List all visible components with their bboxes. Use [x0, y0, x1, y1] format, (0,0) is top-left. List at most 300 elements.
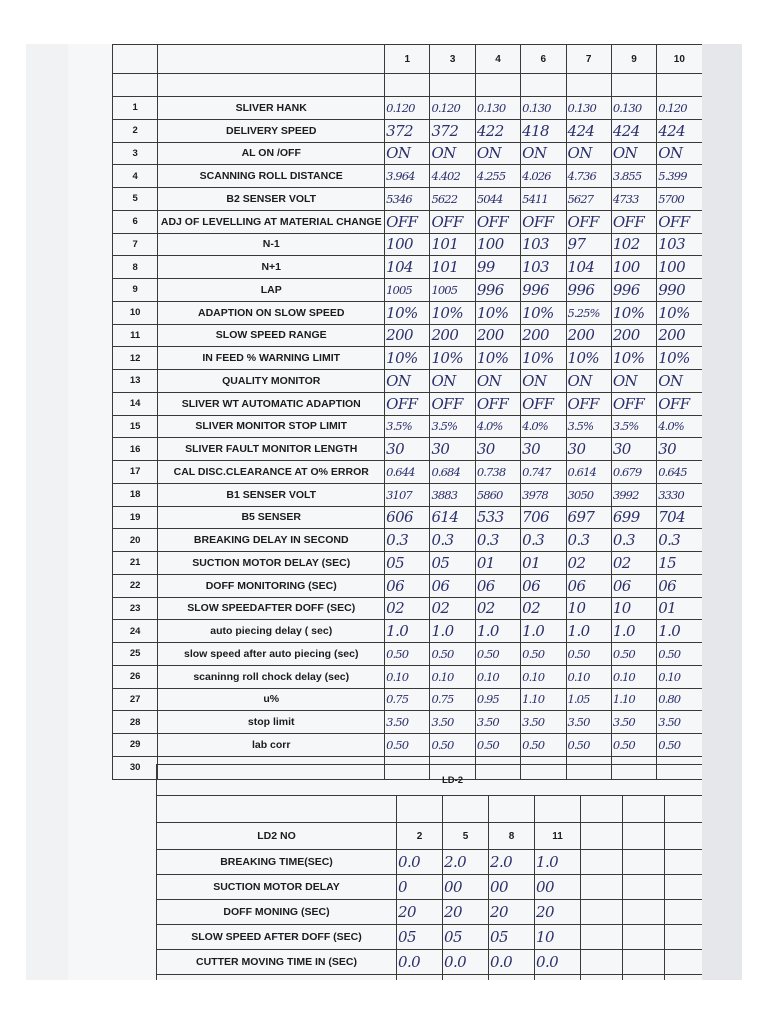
- empty-cell: [157, 975, 397, 981]
- value-cell: 0.80: [657, 688, 702, 711]
- row-number: 13: [113, 370, 158, 393]
- empty-cell: [475, 74, 520, 97]
- table-row: [113, 597, 743, 620]
- ld2-title: LD-2: [157, 765, 743, 796]
- value-cell: 100: [611, 256, 656, 279]
- value-cell: 200: [430, 324, 475, 347]
- value-cell: 30: [566, 438, 611, 461]
- empty-cell: [665, 925, 707, 950]
- spacer-row: [157, 975, 743, 981]
- parameter-label: BREAKING TIME(SEC): [157, 850, 397, 875]
- value-cell: 00: [443, 875, 489, 900]
- value-cell: 4.402: [430, 165, 475, 188]
- value-cell: 0.3: [521, 529, 566, 552]
- empty-cell: [665, 875, 707, 900]
- value-cell: 00: [535, 875, 581, 900]
- value-cell: ON: [385, 370, 430, 393]
- value-cell: 100: [385, 233, 430, 256]
- value-cell: 1.0: [566, 620, 611, 643]
- value-cell: 5346: [385, 188, 430, 211]
- row-number: 15: [113, 415, 158, 438]
- value-cell: 10%: [475, 301, 520, 324]
- table-row: [113, 643, 743, 666]
- value-cell: 0.738: [475, 461, 520, 484]
- row-number: 6: [113, 210, 158, 233]
- empty-cell: [581, 950, 623, 975]
- value-cell: 02: [521, 597, 566, 620]
- value-cell: OFF: [566, 210, 611, 233]
- empty-cell: [623, 950, 665, 975]
- table-row: [113, 506, 743, 529]
- value-cell: 10%: [611, 347, 656, 370]
- column-number: 8: [489, 823, 535, 850]
- value-cell: 103: [521, 233, 566, 256]
- table-row: [113, 233, 743, 256]
- table-row: [157, 850, 743, 875]
- parameter-label: AL ON /OFF: [158, 142, 385, 165]
- value-cell: 10: [566, 597, 611, 620]
- value-cell: 990: [657, 279, 702, 302]
- column-number: 10: [657, 45, 702, 74]
- table-row: [113, 370, 743, 393]
- value-cell: 0.10: [430, 665, 475, 688]
- value-cell: 5700: [657, 188, 702, 211]
- value-cell: 100: [657, 256, 702, 279]
- value-cell: 10%: [430, 347, 475, 370]
- value-cell: 10%: [385, 301, 430, 324]
- empty-cell: [581, 823, 623, 850]
- value-cell: 3.50: [385, 711, 430, 734]
- value-cell: OFF: [566, 392, 611, 415]
- row-number: 24: [113, 620, 158, 643]
- table-row: [157, 925, 743, 950]
- row-number: 27: [113, 688, 158, 711]
- value-cell: OFF: [657, 392, 702, 415]
- row-number: 3: [113, 142, 158, 165]
- value-cell: 15: [657, 552, 702, 575]
- value-cell: 0.50: [657, 734, 702, 757]
- table-row: [113, 620, 743, 643]
- value-cell: OFF: [475, 210, 520, 233]
- value-cell: 97: [566, 233, 611, 256]
- value-cell: 104: [566, 256, 611, 279]
- value-cell: 5860: [475, 483, 520, 506]
- value-cell: 697: [566, 506, 611, 529]
- value-cell: 00: [489, 875, 535, 900]
- value-cell: 102: [611, 233, 656, 256]
- value-cell: 01: [475, 552, 520, 575]
- value-cell: OFF: [430, 210, 475, 233]
- value-cell: 0.0: [535, 950, 581, 975]
- value-cell: 424: [566, 119, 611, 142]
- value-cell: ON: [566, 142, 611, 165]
- value-cell: 2.0: [489, 850, 535, 875]
- row-number: 1: [113, 97, 158, 120]
- value-cell: 0.10: [475, 665, 520, 688]
- table-row: [113, 392, 743, 415]
- value-cell: 4.026: [521, 165, 566, 188]
- value-cell: 0.50: [566, 734, 611, 757]
- value-cell: 996: [566, 279, 611, 302]
- value-cell: 1.10: [611, 688, 656, 711]
- parameter-label: QUALITY MONITOR: [158, 370, 385, 393]
- value-cell: 06: [385, 574, 430, 597]
- value-cell: 30: [475, 438, 520, 461]
- empty-cell: [665, 950, 707, 975]
- value-cell: 0.50: [521, 734, 566, 757]
- empty-cell: [535, 796, 581, 823]
- value-cell: 10%: [657, 301, 702, 324]
- value-cell: 0.95: [475, 688, 520, 711]
- value-cell: 0.614: [566, 461, 611, 484]
- value-cell: 614: [430, 506, 475, 529]
- empty-cell: [397, 796, 443, 823]
- value-cell: ON: [611, 142, 656, 165]
- value-cell: 103: [657, 233, 702, 256]
- value-cell: 05: [430, 552, 475, 575]
- row-number: 9: [113, 279, 158, 302]
- parameter-label: SLIVER MONITOR STOP LIMIT: [158, 415, 385, 438]
- parameter-label: SLIVER HANK: [158, 97, 385, 120]
- value-cell: 5044: [475, 188, 520, 211]
- row-number: 21: [113, 552, 158, 575]
- value-cell: 05: [385, 552, 430, 575]
- table-row: [113, 438, 743, 461]
- empty-cell: [665, 850, 707, 875]
- row-number: 26: [113, 665, 158, 688]
- value-cell: 0.644: [385, 461, 430, 484]
- row-number: 22: [113, 574, 158, 597]
- parameter-label: SLOW SPEEDAFTER DOFF (SEC): [158, 597, 385, 620]
- value-cell: 0.0: [397, 850, 443, 875]
- parameter-label: SUCTION MOTOR DELAY (SEC): [158, 552, 385, 575]
- empty-cell: [581, 796, 623, 823]
- value-cell: 996: [475, 279, 520, 302]
- column-number: 4: [475, 45, 520, 74]
- value-cell: ON: [475, 142, 520, 165]
- table-row: [113, 483, 743, 506]
- value-cell: 996: [611, 279, 656, 302]
- value-cell: 06: [611, 574, 656, 597]
- value-cell: 606: [385, 506, 430, 529]
- row-number: 28: [113, 711, 158, 734]
- value-cell: OFF: [521, 392, 566, 415]
- value-cell: 1.05: [566, 688, 611, 711]
- value-cell: 3.50: [475, 711, 520, 734]
- value-cell: 4.255: [475, 165, 520, 188]
- empty-cell: [623, 900, 665, 925]
- empty-cell: [611, 74, 656, 97]
- value-cell: 0.0: [397, 950, 443, 975]
- value-cell: 30: [657, 438, 702, 461]
- value-cell: ON: [657, 142, 702, 165]
- empty-cell: [157, 796, 397, 823]
- value-cell: 0.684: [430, 461, 475, 484]
- row-number: 2: [113, 119, 158, 142]
- value-cell: OFF: [657, 210, 702, 233]
- parameter-label: ADJ OF LEVELLING AT MATERIAL CHANGE: [158, 210, 385, 233]
- header-blank: [158, 45, 385, 74]
- parameter-label: DELIVERY SPEED: [158, 119, 385, 142]
- value-cell: 01: [657, 597, 702, 620]
- ld2-title-row: [157, 765, 743, 796]
- ld2-header-label: LD2 NO: [157, 823, 397, 850]
- value-cell: 0.75: [385, 688, 430, 711]
- row-number: 8: [113, 256, 158, 279]
- value-cell: 0.679: [611, 461, 656, 484]
- value-cell: 10: [535, 925, 581, 950]
- value-cell: 418: [521, 119, 566, 142]
- spacer-row: [157, 796, 743, 823]
- parameter-label: SLOW SPEED RANGE: [158, 324, 385, 347]
- empty-cell: [623, 925, 665, 950]
- empty-cell: [623, 823, 665, 850]
- value-cell: 4.0%: [475, 415, 520, 438]
- value-cell: 200: [657, 324, 702, 347]
- empty-cell: [623, 796, 665, 823]
- row-number: 12: [113, 347, 158, 370]
- ld2-header-row: [157, 823, 743, 850]
- value-cell: 0.50: [611, 643, 656, 666]
- value-cell: 100: [475, 233, 520, 256]
- parameter-label: SUCTION MOTOR DELAY: [157, 875, 397, 900]
- table-row: [113, 347, 743, 370]
- value-cell: 1.0: [430, 620, 475, 643]
- page-shadow: [702, 44, 742, 980]
- value-cell: 20: [489, 900, 535, 925]
- value-cell: 996: [521, 279, 566, 302]
- empty-cell: [521, 74, 566, 97]
- value-cell: 0.50: [566, 643, 611, 666]
- value-cell: 5411: [521, 188, 566, 211]
- parameter-label: BREAKING DELAY IN SECOND: [158, 529, 385, 552]
- value-cell: OFF: [521, 210, 566, 233]
- value-cell: 3.50: [611, 711, 656, 734]
- empty-cell: [443, 975, 489, 981]
- value-cell: 0.50: [385, 643, 430, 666]
- value-cell: 05: [443, 925, 489, 950]
- value-cell: 422: [475, 119, 520, 142]
- value-cell: 1005: [385, 279, 430, 302]
- empty-cell: [581, 850, 623, 875]
- value-cell: 10%: [521, 301, 566, 324]
- table-row: [113, 688, 743, 711]
- parameter-label: CAL DISC.CLEARANCE AT O% ERROR: [158, 461, 385, 484]
- value-cell: 0.50: [475, 643, 520, 666]
- empty-cell: [623, 975, 665, 981]
- value-cell: 0.50: [430, 643, 475, 666]
- empty-cell: [385, 74, 430, 97]
- value-cell: 1.0: [611, 620, 656, 643]
- parameter-label: ADAPTION ON SLOW SPEED: [158, 301, 385, 324]
- empty-cell: [657, 74, 702, 97]
- empty-cell: [581, 875, 623, 900]
- value-cell: 0.50: [611, 734, 656, 757]
- row-number: 5: [113, 188, 158, 211]
- value-cell: 0.130: [611, 97, 656, 120]
- value-cell: 30: [611, 438, 656, 461]
- row-number: 16: [113, 438, 158, 461]
- row-number: 4: [113, 165, 158, 188]
- value-cell: 1.0: [535, 850, 581, 875]
- value-cell: 1.0: [521, 620, 566, 643]
- value-cell: 0.0: [443, 950, 489, 975]
- value-cell: 200: [611, 324, 656, 347]
- value-cell: 424: [657, 119, 702, 142]
- value-cell: ON: [385, 142, 430, 165]
- value-cell: 3992: [611, 483, 656, 506]
- empty-cell: [665, 796, 707, 823]
- value-cell: 3978: [521, 483, 566, 506]
- table-row: [113, 552, 743, 575]
- value-cell: OFF: [611, 392, 656, 415]
- value-cell: 06: [521, 574, 566, 597]
- value-cell: 0.3: [385, 529, 430, 552]
- value-cell: 0.3: [566, 529, 611, 552]
- value-cell: 0.130: [566, 97, 611, 120]
- parameter-label: u%: [158, 688, 385, 711]
- column-number: 7: [566, 45, 611, 74]
- value-cell: 3.5%: [385, 415, 430, 438]
- value-cell: OFF: [430, 392, 475, 415]
- value-cell: 4.736: [566, 165, 611, 188]
- value-cell: 3883: [430, 483, 475, 506]
- empty-cell: [113, 74, 158, 97]
- value-cell: 01: [521, 552, 566, 575]
- value-cell: 5627: [566, 188, 611, 211]
- value-cell: 3.964: [385, 165, 430, 188]
- table-row: [157, 950, 743, 975]
- table-row: [113, 210, 743, 233]
- value-cell: ON: [657, 370, 702, 393]
- value-cell: 0.3: [657, 529, 702, 552]
- value-cell: 0.50: [385, 734, 430, 757]
- value-cell: 05: [489, 925, 535, 950]
- parameter-label: SCANNING ROLL DISTANCE: [158, 165, 385, 188]
- table-row: [113, 165, 743, 188]
- value-cell: 0: [397, 875, 443, 900]
- value-cell: 10%: [657, 347, 702, 370]
- value-cell: 0.50: [430, 734, 475, 757]
- empty-cell: [430, 74, 475, 97]
- value-cell: 06: [657, 574, 702, 597]
- empty-cell: [581, 900, 623, 925]
- table-row: [113, 97, 743, 120]
- empty-cell: [623, 875, 665, 900]
- value-cell: 1.0: [657, 620, 702, 643]
- empty-cell: [158, 74, 385, 97]
- value-cell: 10: [611, 597, 656, 620]
- value-cell: 4.0%: [521, 415, 566, 438]
- table-row: [157, 900, 743, 925]
- value-cell: 20: [397, 900, 443, 925]
- row-number: 25: [113, 643, 158, 666]
- column-number: 9: [611, 45, 656, 74]
- row-number: 18: [113, 483, 158, 506]
- value-cell: 200: [475, 324, 520, 347]
- table-row: [113, 734, 743, 757]
- value-cell: 0.645: [657, 461, 702, 484]
- value-cell: ON: [475, 370, 520, 393]
- value-cell: 200: [385, 324, 430, 347]
- value-cell: 1.0: [475, 620, 520, 643]
- value-cell: 0.10: [385, 665, 430, 688]
- value-cell: 10%: [521, 347, 566, 370]
- value-cell: 2.0: [443, 850, 489, 875]
- value-cell: ON: [521, 370, 566, 393]
- value-cell: 3.5%: [566, 415, 611, 438]
- value-cell: 3.855: [611, 165, 656, 188]
- value-cell: 5.25%: [566, 301, 611, 324]
- table-row: [113, 279, 743, 302]
- row-number: 10: [113, 301, 158, 324]
- parameter-label: slow speed after auto piecing (sec): [158, 643, 385, 666]
- value-cell: 699: [611, 506, 656, 529]
- parameter-label: auto piecing delay ( sec): [158, 620, 385, 643]
- value-cell: ON: [521, 142, 566, 165]
- row-number: 17: [113, 461, 158, 484]
- table-row: [113, 142, 743, 165]
- value-cell: OFF: [385, 392, 430, 415]
- column-number: 6: [521, 45, 566, 74]
- value-cell: 101: [430, 233, 475, 256]
- spacer-row: [113, 74, 743, 97]
- parameter-label: SLIVER FAULT MONITOR LENGTH: [158, 438, 385, 461]
- parameter-label: B1 SENSER VOLT: [158, 483, 385, 506]
- settings-table: [112, 44, 742, 780]
- value-cell: 06: [430, 574, 475, 597]
- value-cell: OFF: [385, 210, 430, 233]
- value-cell: 706: [521, 506, 566, 529]
- value-cell: 3050: [566, 483, 611, 506]
- empty-cell: [489, 796, 535, 823]
- table-row: [113, 324, 743, 347]
- parameter-label: N+1: [158, 256, 385, 279]
- value-cell: 0.10: [566, 665, 611, 688]
- value-cell: 20: [535, 900, 581, 925]
- value-cell: 0.120: [385, 97, 430, 120]
- column-number: 3: [430, 45, 475, 74]
- value-cell: 0.50: [657, 643, 702, 666]
- document-photo: [26, 44, 742, 980]
- row-number: 23: [113, 597, 158, 620]
- value-cell: 103: [521, 256, 566, 279]
- value-cell: 5.399: [657, 165, 702, 188]
- value-cell: 99: [475, 256, 520, 279]
- value-cell: 02: [611, 552, 656, 575]
- table-row: [113, 574, 743, 597]
- value-cell: 5622: [430, 188, 475, 211]
- value-cell: 3.5%: [430, 415, 475, 438]
- column-number: 5: [443, 823, 489, 850]
- row-number: 19: [113, 506, 158, 529]
- value-cell: 0.120: [657, 97, 702, 120]
- value-cell: 3330: [657, 483, 702, 506]
- value-cell: 3.50: [657, 711, 702, 734]
- empty-cell: [623, 850, 665, 875]
- value-cell: 0.10: [521, 665, 566, 688]
- value-cell: 0.3: [611, 529, 656, 552]
- value-cell: 02: [385, 597, 430, 620]
- value-cell: 30: [430, 438, 475, 461]
- parameter-label: SLIVER WT AUTOMATIC ADAPTION: [158, 392, 385, 415]
- row-number: 14: [113, 392, 158, 415]
- value-cell: 10%: [475, 347, 520, 370]
- table-row: [113, 415, 743, 438]
- value-cell: 3.50: [430, 711, 475, 734]
- value-cell: OFF: [611, 210, 656, 233]
- parameter-label: DOFF MONITORING (SEC): [158, 574, 385, 597]
